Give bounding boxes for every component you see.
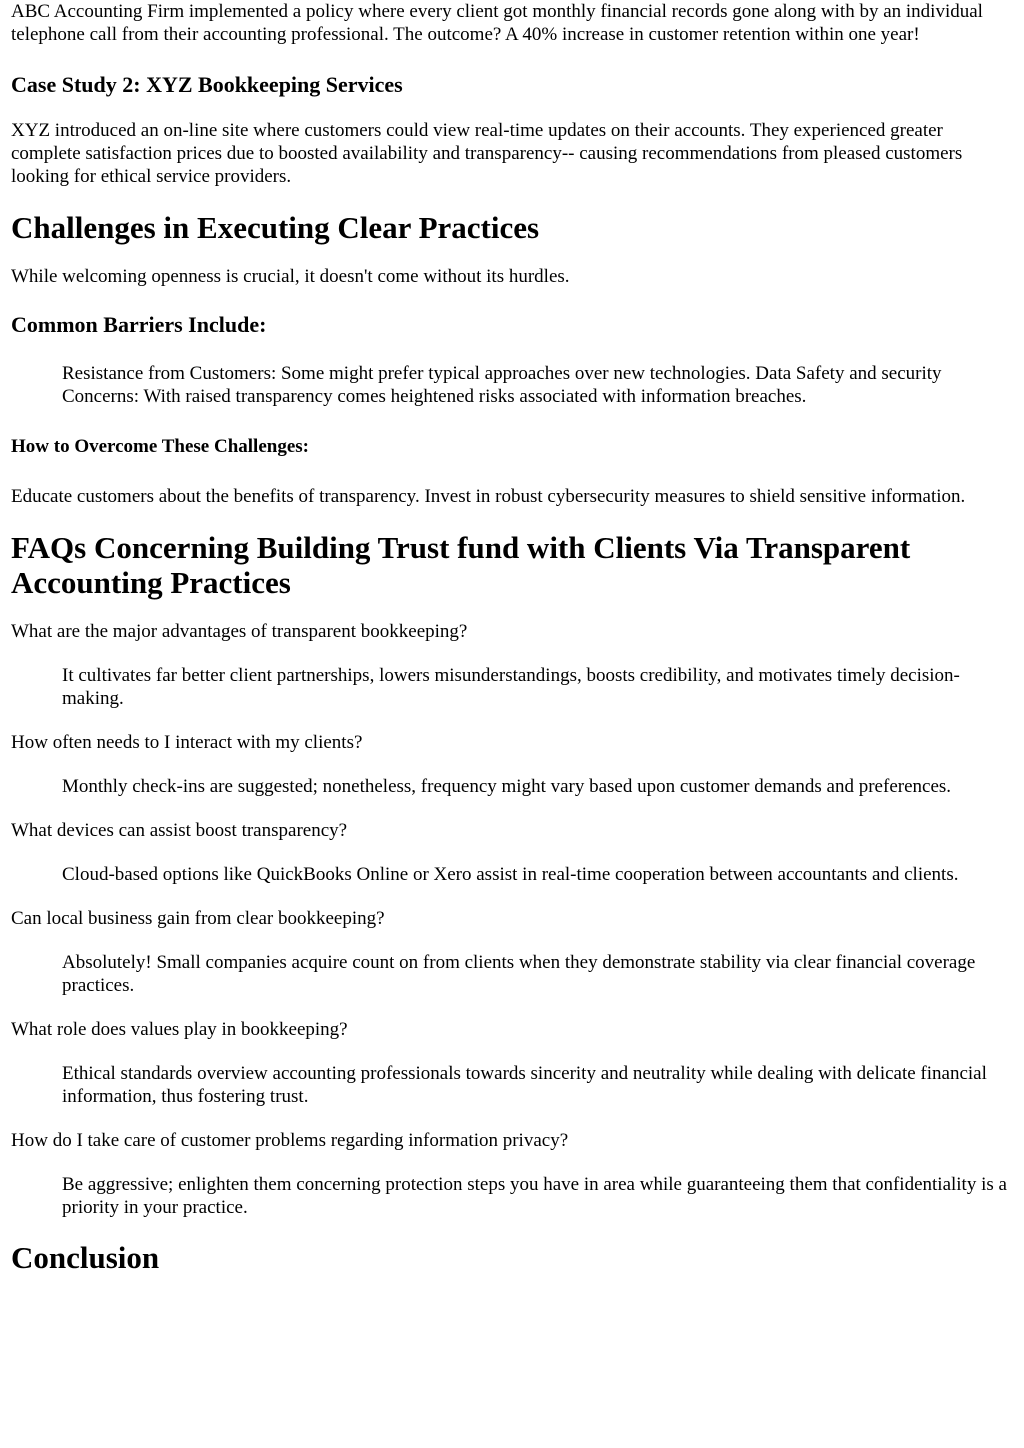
faq-answer: Ethical standards overview accounting professionals towards sincerity and neutrality while dealing with delicate financial information, thus fostering trust. <box>62 1063 987 1107</box>
faq-question: Can local business gain from clear bookkeeping? <box>11 908 385 929</box>
faq-question: How often needs to I interact with my clients? <box>11 732 363 753</box>
faq-answer: Monthly check-ins are suggested; nonetheless, frequency might vary based upon customer demands and preferences. <box>62 776 952 797</box>
intro-paragraph: ABC Accounting Firm implemented a policy where every client got monthly financial records gone along with by an individual telephone call from their accounting professional. The outcome? A 40% increase in customer retention within one year! <box>11 1 983 45</box>
faq-answer: Absolutely! Small companies acquire count on from clients when they demonstrate stability via clear financial coverage practices. <box>62 952 976 996</box>
faq-question: What are the major advantages of transparent bookkeeping? <box>11 621 468 642</box>
faq-question: What role does values play in bookkeeping? <box>11 1019 348 1040</box>
faq-list <box>11 620 1013 1219</box>
barriers-heading: Common Barriers Include: <box>11 312 267 337</box>
overcome-paragraph: Educate customers about the benefits of transparency. Invest in robust cybersecurity measures to shield sensitive information. <box>11 486 966 507</box>
faq-answer: It cultivates far better client partnerships, lowers misunderstandings, boosts credibility, and motivates timely decision-making. <box>62 665 960 709</box>
faq-question: How do I take care of customer problems regarding information privacy? <box>11 1130 569 1151</box>
conclusion-heading: Conclusion <box>11 1240 160 1275</box>
case-study-2-heading: Case Study 2: XYZ Bookkeeping Services <box>11 72 403 97</box>
faq-answer: Be aggressive; enlighten them concerning protection steps you have in area while guaranteeing them that confidentiality is a priority in your practice. <box>62 1174 1007 1218</box>
faq-question: What devices can assist boost transparency? <box>11 820 348 841</box>
barriers-blockquote: Resistance from Customers: Some might prefer typical approaches over new technologies. Data Safety and security Concerns: With raised transparency comes heightened risks associated with information breaches. <box>62 363 942 407</box>
challenges-paragraph: While welcoming openness is crucial, it doesn't come without its hurdles. <box>11 266 570 287</box>
case-study-2-paragraph: XYZ introduced an on-line site where customers could view real-time updates on their accounts. They experienced greater complete satisfaction prices due to boosted availability and transparency-- causing recommendations from pleased customers looking for ethical service providers. <box>11 120 963 187</box>
overcome-heading: How to Overcome These Challenges: <box>11 436 309 457</box>
challenges-heading: Challenges in Executing Clear Practices <box>11 210 540 245</box>
faqs-heading: FAQs Concerning Building Trust fund with Clients Via Transparent Accounting Practices <box>11 530 911 600</box>
faq-answer: Cloud-based options like QuickBooks Online or Xero assist in real-time cooperation between accountants and clients. <box>62 864 959 885</box>
